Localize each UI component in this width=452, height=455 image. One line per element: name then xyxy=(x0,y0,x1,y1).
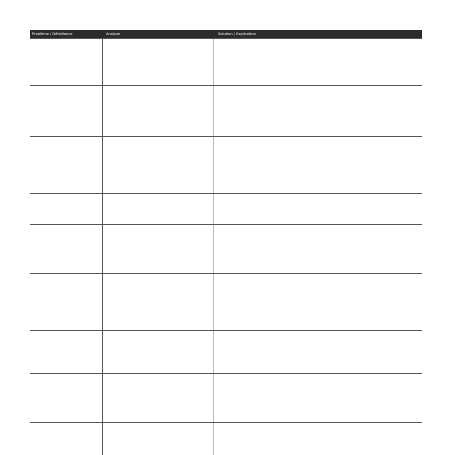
solution-cell xyxy=(214,225,422,273)
analysis-cell xyxy=(103,225,214,273)
solution-cell xyxy=(214,194,422,224)
analysis-cell xyxy=(103,423,214,455)
problem-cell xyxy=(30,194,103,224)
analysis-cell xyxy=(103,86,214,136)
analysis-cell xyxy=(103,331,214,373)
analysis-cell xyxy=(103,374,214,422)
table-header xyxy=(30,30,422,38)
analysis-cell xyxy=(103,137,214,193)
column-header-solution: Solution / Explication xyxy=(218,32,256,36)
table-body xyxy=(30,38,422,455)
table-row xyxy=(30,330,422,373)
solution-cell xyxy=(214,137,422,193)
problem-cell xyxy=(30,225,103,273)
column-header-problem: Problème / Défaillance xyxy=(32,32,73,36)
table-row xyxy=(30,422,422,455)
table-row xyxy=(30,38,422,85)
solution-cell xyxy=(214,39,422,85)
table-row xyxy=(30,85,422,136)
table-row xyxy=(30,373,422,422)
problem-cell xyxy=(30,423,103,455)
analysis-cell xyxy=(103,194,214,224)
problem-cell xyxy=(30,274,103,330)
table-row xyxy=(30,136,422,193)
table-row xyxy=(30,224,422,273)
problem-cell xyxy=(30,39,103,85)
table-row xyxy=(30,273,422,330)
solution-cell xyxy=(214,86,422,136)
column-header-analysis: Analyse xyxy=(106,32,121,36)
analysis-cell xyxy=(103,274,214,330)
solution-cell xyxy=(214,274,422,330)
solution-cell xyxy=(214,423,422,455)
troubleshooting-table xyxy=(30,30,422,446)
analysis-cell xyxy=(103,39,214,85)
problem-cell xyxy=(30,331,103,373)
solution-cell xyxy=(214,374,422,422)
solution-cell xyxy=(214,331,422,373)
problem-cell xyxy=(30,374,103,422)
problem-cell xyxy=(30,137,103,193)
problem-cell xyxy=(30,86,103,136)
table-row xyxy=(30,193,422,224)
